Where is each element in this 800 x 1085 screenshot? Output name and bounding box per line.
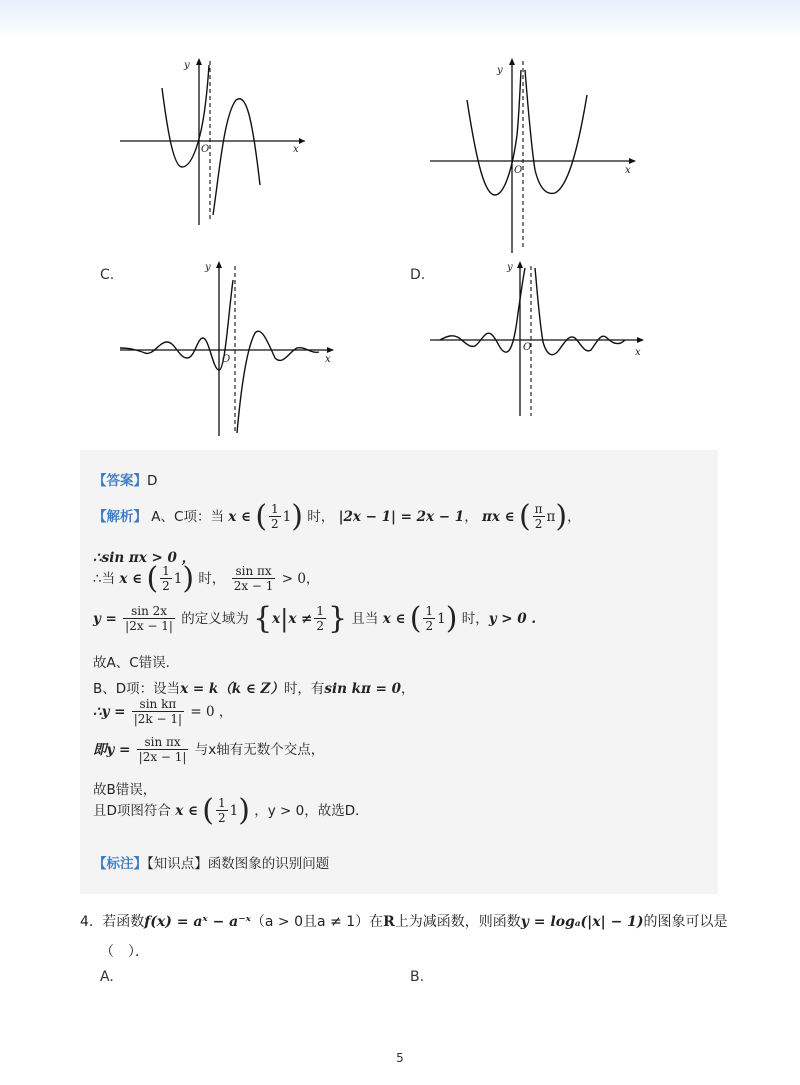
graph-b-y-label: y: [497, 65, 503, 76]
option-d-label: D.: [410, 267, 426, 283]
text: ，y > 0，故选D．: [254, 803, 369, 819]
text: 上为减函数，则函数: [394, 914, 521, 930]
text: y > 0 .: [488, 611, 537, 627]
fraction-half: [314, 604, 326, 634]
graph-d-y-label: y: [507, 262, 513, 273]
math: x ∈: [228, 509, 252, 525]
text: > 0，: [281, 571, 320, 587]
analysis-line-6: [93, 677, 414, 697]
num: sin πx: [144, 735, 181, 749]
text: 时，: [307, 509, 335, 525]
num: sin 2x: [131, 604, 168, 618]
graph-d-x-label: x: [635, 347, 641, 358]
text: ∴当: [93, 571, 116, 587]
math: sin kπ = 0: [324, 681, 401, 697]
math: πx ∈: [482, 509, 515, 525]
graph-option-d: [425, 258, 650, 423]
graph-a-x-label: x: [293, 144, 299, 155]
math: 1: [173, 571, 183, 587]
paren: ): [291, 499, 303, 534]
analysis-tag: 【解析】: [93, 509, 147, 525]
graph-b-x-label: x: [625, 165, 631, 176]
brace: {: [253, 601, 273, 636]
question-4-line-2: [100, 941, 149, 961]
paren: (: [146, 561, 159, 596]
top-header-band: [0, 0, 800, 38]
graph-a-y-label: y: [184, 60, 190, 71]
text: 且当: [351, 611, 379, 627]
paren: (: [409, 601, 422, 636]
math: ∴y =: [93, 704, 126, 720]
fraction-half: [216, 796, 228, 826]
math: x ∈: [175, 803, 198, 819]
math: f(x) = aˣ − a⁻ˣ: [144, 914, 251, 930]
note-tag: 【标注】: [93, 856, 147, 872]
fraction-half: [160, 564, 172, 594]
text: 时，: [198, 571, 226, 587]
den: 2: [316, 619, 325, 633]
question-4-option-b: B.: [410, 969, 425, 985]
paren: (: [202, 793, 214, 828]
num: 1: [271, 502, 279, 516]
graph-c-y-label: y: [205, 262, 211, 273]
text: 若函数: [102, 914, 145, 930]
analysis-line-5: [93, 651, 179, 671]
num: sin πx: [235, 564, 272, 578]
graph-option-a: [110, 55, 310, 230]
den: |2x − 1|: [138, 750, 187, 764]
analysis-line-8: [93, 735, 324, 765]
math: 1: [229, 803, 239, 819]
fraction-sinpix-abs: [137, 735, 189, 765]
text: 与x轴有无数个交点，: [194, 742, 325, 758]
option-c-label: C.: [100, 267, 115, 283]
analysis-line-4: [93, 601, 537, 636]
math: x: [272, 611, 281, 627]
answer-tag: 【答案】: [93, 473, 147, 489]
question-4-option-a: A.: [100, 969, 114, 985]
den: 2: [425, 619, 434, 633]
graph-a-origin-label: O: [201, 144, 210, 155]
den: 2: [533, 516, 545, 532]
num: π: [534, 502, 543, 516]
paren: ): [555, 499, 568, 534]
paren: ): [445, 601, 458, 636]
graph-option-b: [425, 55, 645, 255]
den: 2: [217, 811, 226, 825]
graph-d-origin-label: O: [523, 342, 532, 353]
math: y =: [93, 611, 117, 627]
den: |2k − 1|: [133, 712, 183, 726]
paren: ): [182, 561, 195, 596]
graph-c-origin-label: O: [222, 354, 231, 365]
note-text: 【知识点】函数图象的识别问题: [147, 856, 330, 872]
text: 时，: [461, 611, 489, 627]
brace: }: [328, 601, 348, 636]
paren: (: [518, 499, 531, 534]
num: 1: [217, 796, 226, 810]
graph-c-x-label: x: [325, 354, 331, 365]
math: π: [546, 509, 556, 525]
num: sin kπ: [139, 697, 177, 711]
fraction-sin2x: [123, 604, 175, 634]
den: 2: [271, 517, 279, 531]
text: ，: [464, 509, 478, 525]
math: x ≠: [288, 611, 313, 627]
text: （a > 0且a ≠ 1）在: [250, 914, 384, 930]
text: ∴sin πx > 0 ，: [93, 550, 196, 566]
math: 1: [282, 509, 292, 525]
math: 1: [437, 611, 446, 627]
fraction-pi-half: [533, 502, 545, 532]
text: 故B错误，: [93, 782, 157, 798]
math: x ∈: [119, 571, 143, 587]
den: 2x − 1: [233, 579, 274, 593]
fraction-sinkpi: [132, 697, 184, 727]
den: 2: [162, 579, 170, 593]
text: 的定义域为: [181, 611, 249, 627]
page-number: 5: [396, 1051, 404, 1065]
answer-line: [93, 469, 157, 489]
text: 且D项图符合: [93, 803, 171, 819]
fraction-sinpix-over: [232, 564, 276, 594]
math: |2x − 1| = 2x − 1: [338, 509, 465, 525]
den: |2x − 1|: [125, 619, 173, 633]
analysis-line-1: [93, 499, 581, 534]
math: y = logₐ(|x| − 1): [520, 914, 644, 930]
text: ，: [400, 681, 415, 697]
text: 时，有: [283, 681, 325, 697]
fraction-half: [269, 502, 281, 532]
analysis-line-3: [93, 561, 320, 596]
analysis-line-10: [93, 793, 369, 828]
answer-value: D: [147, 473, 158, 489]
num: 1: [425, 604, 434, 618]
answer-blank: （ ）．: [100, 944, 149, 960]
paren: (: [255, 499, 268, 534]
text: A、C项：当: [151, 509, 224, 525]
paren: ): [238, 793, 250, 828]
note-line: [93, 852, 329, 872]
analysis-line-9: [93, 778, 156, 798]
math: x = k（k ∈ Z）: [180, 681, 284, 697]
analysis-line-2: [93, 546, 195, 566]
math: R: [383, 914, 395, 930]
math: x ∈: [382, 611, 406, 627]
text: 的图象可以是: [643, 914, 728, 930]
num: 1: [316, 604, 325, 618]
fraction-half: [423, 604, 435, 634]
bar: |: [280, 605, 289, 633]
text: 故A、C错误．: [93, 655, 180, 671]
text: = 0 ，: [190, 704, 233, 720]
graph-b-origin-label: O: [514, 165, 523, 176]
question-4-line-1: [80, 911, 728, 931]
graph-option-c: [115, 258, 340, 438]
text: ，: [567, 509, 581, 525]
text: B、D项：设当: [93, 681, 181, 697]
analysis-line-7: [93, 697, 232, 727]
num: 1: [162, 564, 170, 578]
question-number: 4.: [80, 914, 94, 930]
math: 即y =: [93, 742, 131, 758]
